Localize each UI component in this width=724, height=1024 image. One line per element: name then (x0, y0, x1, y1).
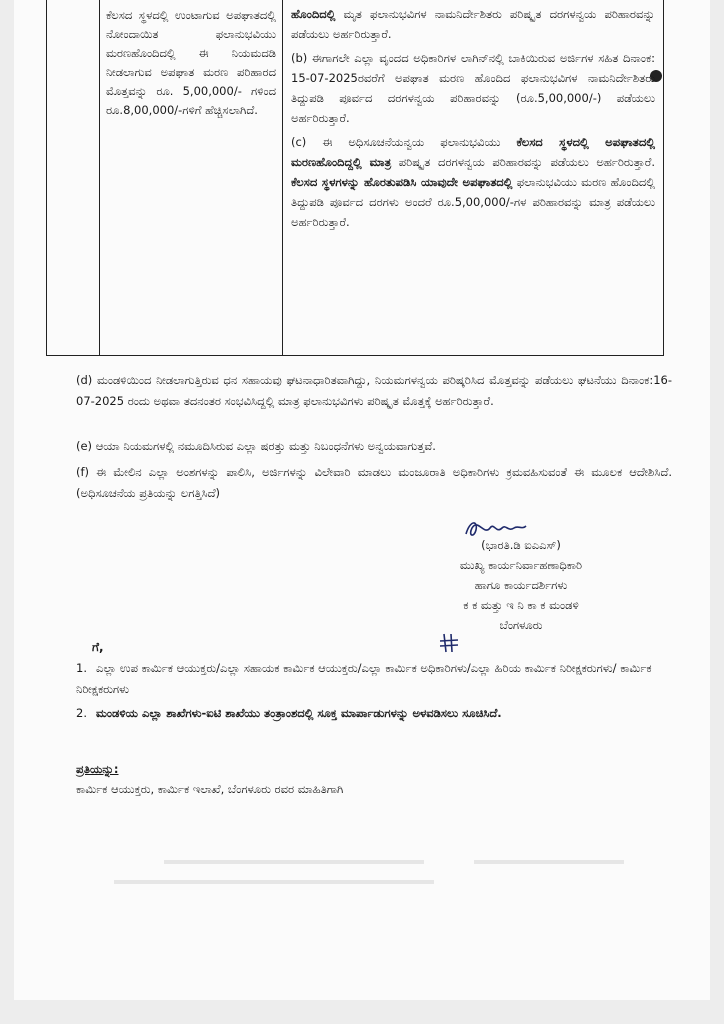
table-left-cell: ಕೆಲಸದ ಸ್ಥಳದಲ್ಲಿ ಉಂಟಾಗುವ ಅಪಘಾತದಲ್ಲಿ ನೋಂದಾಯಿತ ಫಲಾನುಭವಿಯು ಮರಣಹೊಂದಿದಲ್ಲಿ ಈ ನಿಯಮದಡಿ ನೀಡಲಾಗುವ ಅಪಘಾತ ಮರಣ ಪರಿಹಾರದ ಮೊತ್ತವನ್ನು ರೂ. 5,00,000/- ಗಳಿಂದ ರೂ.8,00,000/-ಗಳಿಗೆ ಹೆಚ್ಚಿಸಲಾಗಿದೆ. (100, 0, 283, 355)
table-right-cell (285, 0, 663, 355)
signatory-title-2: ಹಾಗೂ ಕಾರ್ಯದರ್ಶಿಗಳು (474, 578, 568, 592)
bleed-through-line (164, 860, 424, 864)
paragraph-f: (f) ಈ ಮೇಲಿನ ಎಲ್ಲಾ ಅಂಶಗಳನ್ನು ಪಾಲಿಸಿ, ಅರ್ಜಿಗಳನ್ನು ವಿಲೇವಾರಿ ಮಾಡಲು ಮಂಜೂರಾತಿ ಅಧಿಕಾರಿಗಳು ಕ್ರಮವಹಿಸುವಂತೆ ಈ ಮೂಲಕ ಆದೇಶಿಸಿದೆ. (ಅಧಿಸೂಚನೆಯ ಪ್ರತಿಯನ್ನು ಲಗತ್ತಿಸಿದೆ) (76, 465, 672, 500)
signatory-city: ಬೆಂಗಳೂರು (499, 618, 543, 632)
recipient-item: 1. ಎಲ್ಲಾ ಉಪ ಕಾರ್ಮಿಕ ಆಯುಕ್ತರು/ಎಲ್ಲಾ ಸಹಾಯಕ ಕಾರ್ಮಿಕ ಆಯುಕ್ತರು/ಎಲ್ಲಾ ಕಾರ್ಮಿಕ ಅಧಿಕಾರಿಗಳು/ಎಲ್ಲಾ ಹಿರಿಯ ಕಾರ್ಮಿಕ ನಿರೀಕ್ಷಕರುಗಳು/ ಕಾರ್ಮಿಕ ನಿರೀಕ್ಷಕರುಗಳು (76, 661, 652, 696)
signatory-organisation: ಕ ಕ ಮತ್ತು ಇ ನಿ ಕಾ ಕ ಮಂಡಳಿ (463, 598, 579, 612)
bleed-through-line (474, 860, 624, 864)
initial-mark (438, 632, 460, 654)
recipient-item: 2. ಮಂಡಳಿಯ ಎಲ್ಲಾ ಶಾಖೆಗಳು-ಐಟಿ ಶಾಖೆಯು ತಂತ್ರಾಂಶದಲ್ಲಿ ಸೂಕ್ತ ಮಾರ್ಪಾಡುಗಳನ್ನು ಅಳವಡಿಸಲು ಸೂಚಿಸಿದೆ. (76, 706, 502, 720)
copy-heading: ಪ್ರತಿಯನ್ನು: (76, 762, 119, 776)
right-top-para: ಹೊಂದಿದಲ್ಲಿ ಮೃತ ಫಲಾನುಭವಿಗಳ ನಾಮನಿರ್ದೇಶಿತರು ಪರಿಷ್ಕೃತ ದರಗಳನ್ವಯ ಪರಿಹಾರವನ್ನು ಪಡೆಯಲು ಅರ್ಹರಿರುತ್ತಾರೆ. (291, 7, 655, 41)
to-label: ಗೆ, (92, 640, 104, 654)
bleed-through-line (114, 880, 434, 884)
paragraph-d: (d) ಮಂಡಳಿಯಿಂದ ನೀಡಲಾಗುತ್ತಿರುವ ಧನ ಸಹಾಯವು ಘಟನಾಧಾರಿತವಾಗಿದ್ದು, ನಿಯಮಗಳನ್ವಯ ಪರಿಷ್ಕರಿಸಿದ ಮೊತ್ತವನ್ನು ಪಡೆಯಲು ಘಟನೆಯು ದಿನಾಂಕ:16-07-2025 ರಂದು ಅಥವಾ ತದನಂತರ ಸಂಭವಿಸಿದ್ದಲ್ಲಿ ಮಾತ್ರ ಫಲಾನುಭವಿಗಳು ಪರಿಷ್ಕೃತ ಮೊತ್ತಕ್ಕೆ ಅರ್ಹರಿರುತ್ತಾರೆ. (76, 373, 672, 408)
copy-text: ಕಾರ್ಮಿಕ ಆಯುಕ್ತರು, ಕಾರ್ಮಿಕ ಇಲಾಖೆ, ಬೆಂಗಳೂರು ರವರ ಮಾಹಿತಿಗಾಗಿ (76, 782, 344, 796)
signatory-name: (ಭಾರತಿ.ಡಿ ಐಎಎಸ್) (481, 538, 561, 552)
signature-block (406, 535, 636, 635)
document-page (14, 0, 710, 1000)
paragraph-e: (e) ಆಯಾ ನಿಯಮಗಳಲ್ಲಿ ನಮೂದಿಸಿರುವ ಎಲ್ಲಾ ಷರತ್ತು ಮತ್ತು ನಿಬಂಧನೆಗಳು ಅನ್ವಯವಾಗುತ್ತವೆ. (76, 439, 436, 453)
signatory-title: ಮುಖ್ಯ ಕಾರ್ಯನಿರ್ವಾಹಣಾಧಿಕಾರಿ (459, 558, 583, 572)
table-serial-column (47, 0, 100, 355)
right-b-para: (b) ಈಗಾಗಲೇ ಎಲ್ಲಾ ವೃಂದದ ಅಧಿಕಾರಿಗಳ ಲಾಗಿನ್‌ನಲ್ಲಿ ಬಾಕಿಯಿರುವ ಅರ್ಜಿಗಳ ಸಹಿತ ದಿನಾಂಕ: 15-07-2025ರವರೆಗೆ ಅಪಘಾತ ಮರಣ ಹೊಂದಿದ ಫಲಾನುಭವಿಗಳ ನಾಮನಿರ್ದೇಶಿತರು ತಿದ್ದುಪಡಿ ಪೂರ್ವದ ದರಗಳನ್ವಯ ಪರಿಹಾರವನ್ನು (ರೂ.5,00,000/-) ಪಡೆಯಲು ಅರ್ಹರಿರುತ್ತಾರೆ. (291, 51, 655, 125)
amendment-table (46, 0, 664, 356)
right-c-para: (c) ಈ ಅಧಿಸೂಚನೆಯನ್ವಯ ಫಲಾನುಭವಿಯು ಕೆಲಸದ ಸ್ಥಳದಲ್ಲಿ ಅಪಘಾತದಲ್ಲಿ ಮರಣಹೊಂದಿದ್ದಲ್ಲಿ ಮಾತ್ರ ಪರಿಷ್ಕೃತ ದರಗಳನ್ವಯ ಪರಿಹಾರವನ್ನು ಪಡೆಯಲು ಅರ್ಹರಿರುತ್ತಾರೆ. ಕೆಲಸದ ಸ್ಥಳಗಳನ್ನು ಹೊರತುಪಡಿಸಿ ಯಾವುದೇ ಅಪಘಾತದಲ್ಲಿ ಫಲಾನುಭವಿಯು ಮರಣ ಹೊಂದಿದಲ್ಲಿ ತಿದ್ದುಪಡಿ ಪೂರ್ವದ ದರಗಳು ಅಂದರೆ ರೂ.5,00,000/-ಗಳ ಪರಿಹಾರವನ್ನು ಮಾತ್ರ ಪಡೆಯಲು ಅರ್ಹರಿರುತ್ತಾರೆ. (291, 135, 656, 229)
